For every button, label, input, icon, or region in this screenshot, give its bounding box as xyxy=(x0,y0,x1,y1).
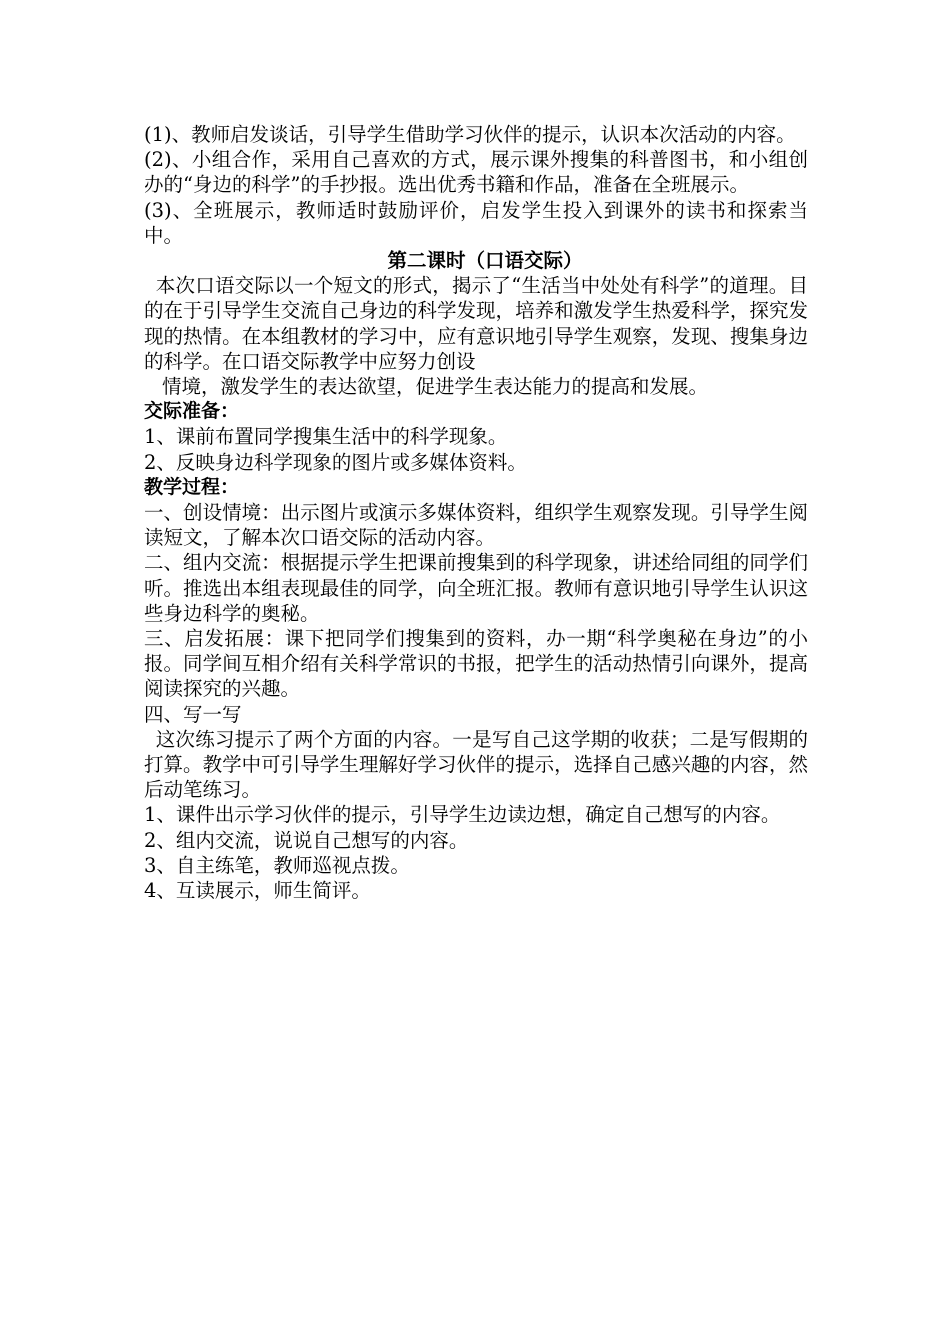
section-title-second-lesson: 第二课时（口语交际） xyxy=(387,249,583,273)
document-page xyxy=(144,122,808,903)
heading-teaching-process: 教学过程： xyxy=(144,475,240,498)
heading-preparation: 交际准备： xyxy=(144,400,240,423)
paragraph-oral-intro: 本次口语交际以一个短文的形式，揭示了“生活当中处处有科学”的道理。目的在于引导学生交流自己身边的科学发现，培养和激发学生热爱科学，探究发现的热情。在本组教材的学习中，应有意识地引导学生观察，发现、搜集身边的科学。在口语交际教学中应努力创设 xyxy=(144,274,808,373)
paragraph-process-4-title: 四、写一写 xyxy=(144,702,242,726)
paragraph-step-3: (3)、全班展示，教师适时鼓励评价，启发学生投入到课外的读书和探索当中。 xyxy=(144,198,808,247)
paragraph-process-2: 二、组内交流：根据提示学生把课前搜集到的科学现象，讲述给同组的同学们听。推选出本组表现最佳的同学，向全班汇报。教师有意识地引导学生认识这些身边科学的奥秘。 xyxy=(144,551,808,625)
paragraph-writing-intro: 这次练习提示了两个方面的内容。一是写自己这学期的收获；二是写假期的打算。教学中可引导学生理解好学习伙伴的提示，选择自己感兴趣的内容，然后动笔练习。 xyxy=(144,727,808,802)
list-item-writing-4: 4、互读展示，师生简评。 xyxy=(144,879,371,903)
paragraph-step-1: (1)、教师启发谈话，引导学生借助学习伙伴的提示，认识本次活动的内容。 xyxy=(144,123,796,146)
list-item-writing-2: 2、组内交流，说说自己想写的内容。 xyxy=(144,828,469,852)
paragraph-step-2: (2)、小组合作，采用自己喜欢的方式，展示课外搜集的科普图书，和小组创办的“身边的科学”的手抄报。选出优秀书籍和作品，准备在全班展示。 xyxy=(144,148,808,197)
paragraph-process-1: 一、创设情境：出示图片或演示多媒体资料，组织学生观察发现。引导学生阅读短文，了解本次口语交际的活动内容。 xyxy=(144,501,808,550)
paragraph-process-3: 三、启发拓展：课下把同学们搜集到的资料，办一期“科学奥秘在身边”的小报。同学间互相介绍有关科学常识的书报，把学生的活动热情引向课外，提高阅读探究的兴趣。 xyxy=(144,627,808,701)
list-item-prep-2: 2、反映身边科学现象的图片或多媒体资料。 xyxy=(144,450,527,474)
list-item-writing-3: 3、自主练笔，教师巡视点拨。 xyxy=(144,853,410,877)
list-item-prep-1: 1、课前布置同学搜集生活中的科学现象。 xyxy=(144,425,508,449)
paragraph-oral-intro-cont: 情境，激发学生的表达欲望，促进学生表达能力的提高和发展。 xyxy=(162,375,709,399)
list-item-writing-1: 1、课件出示学习伙伴的提示，引导学生边读边想，确定自己想写的内容。 xyxy=(144,803,781,827)
